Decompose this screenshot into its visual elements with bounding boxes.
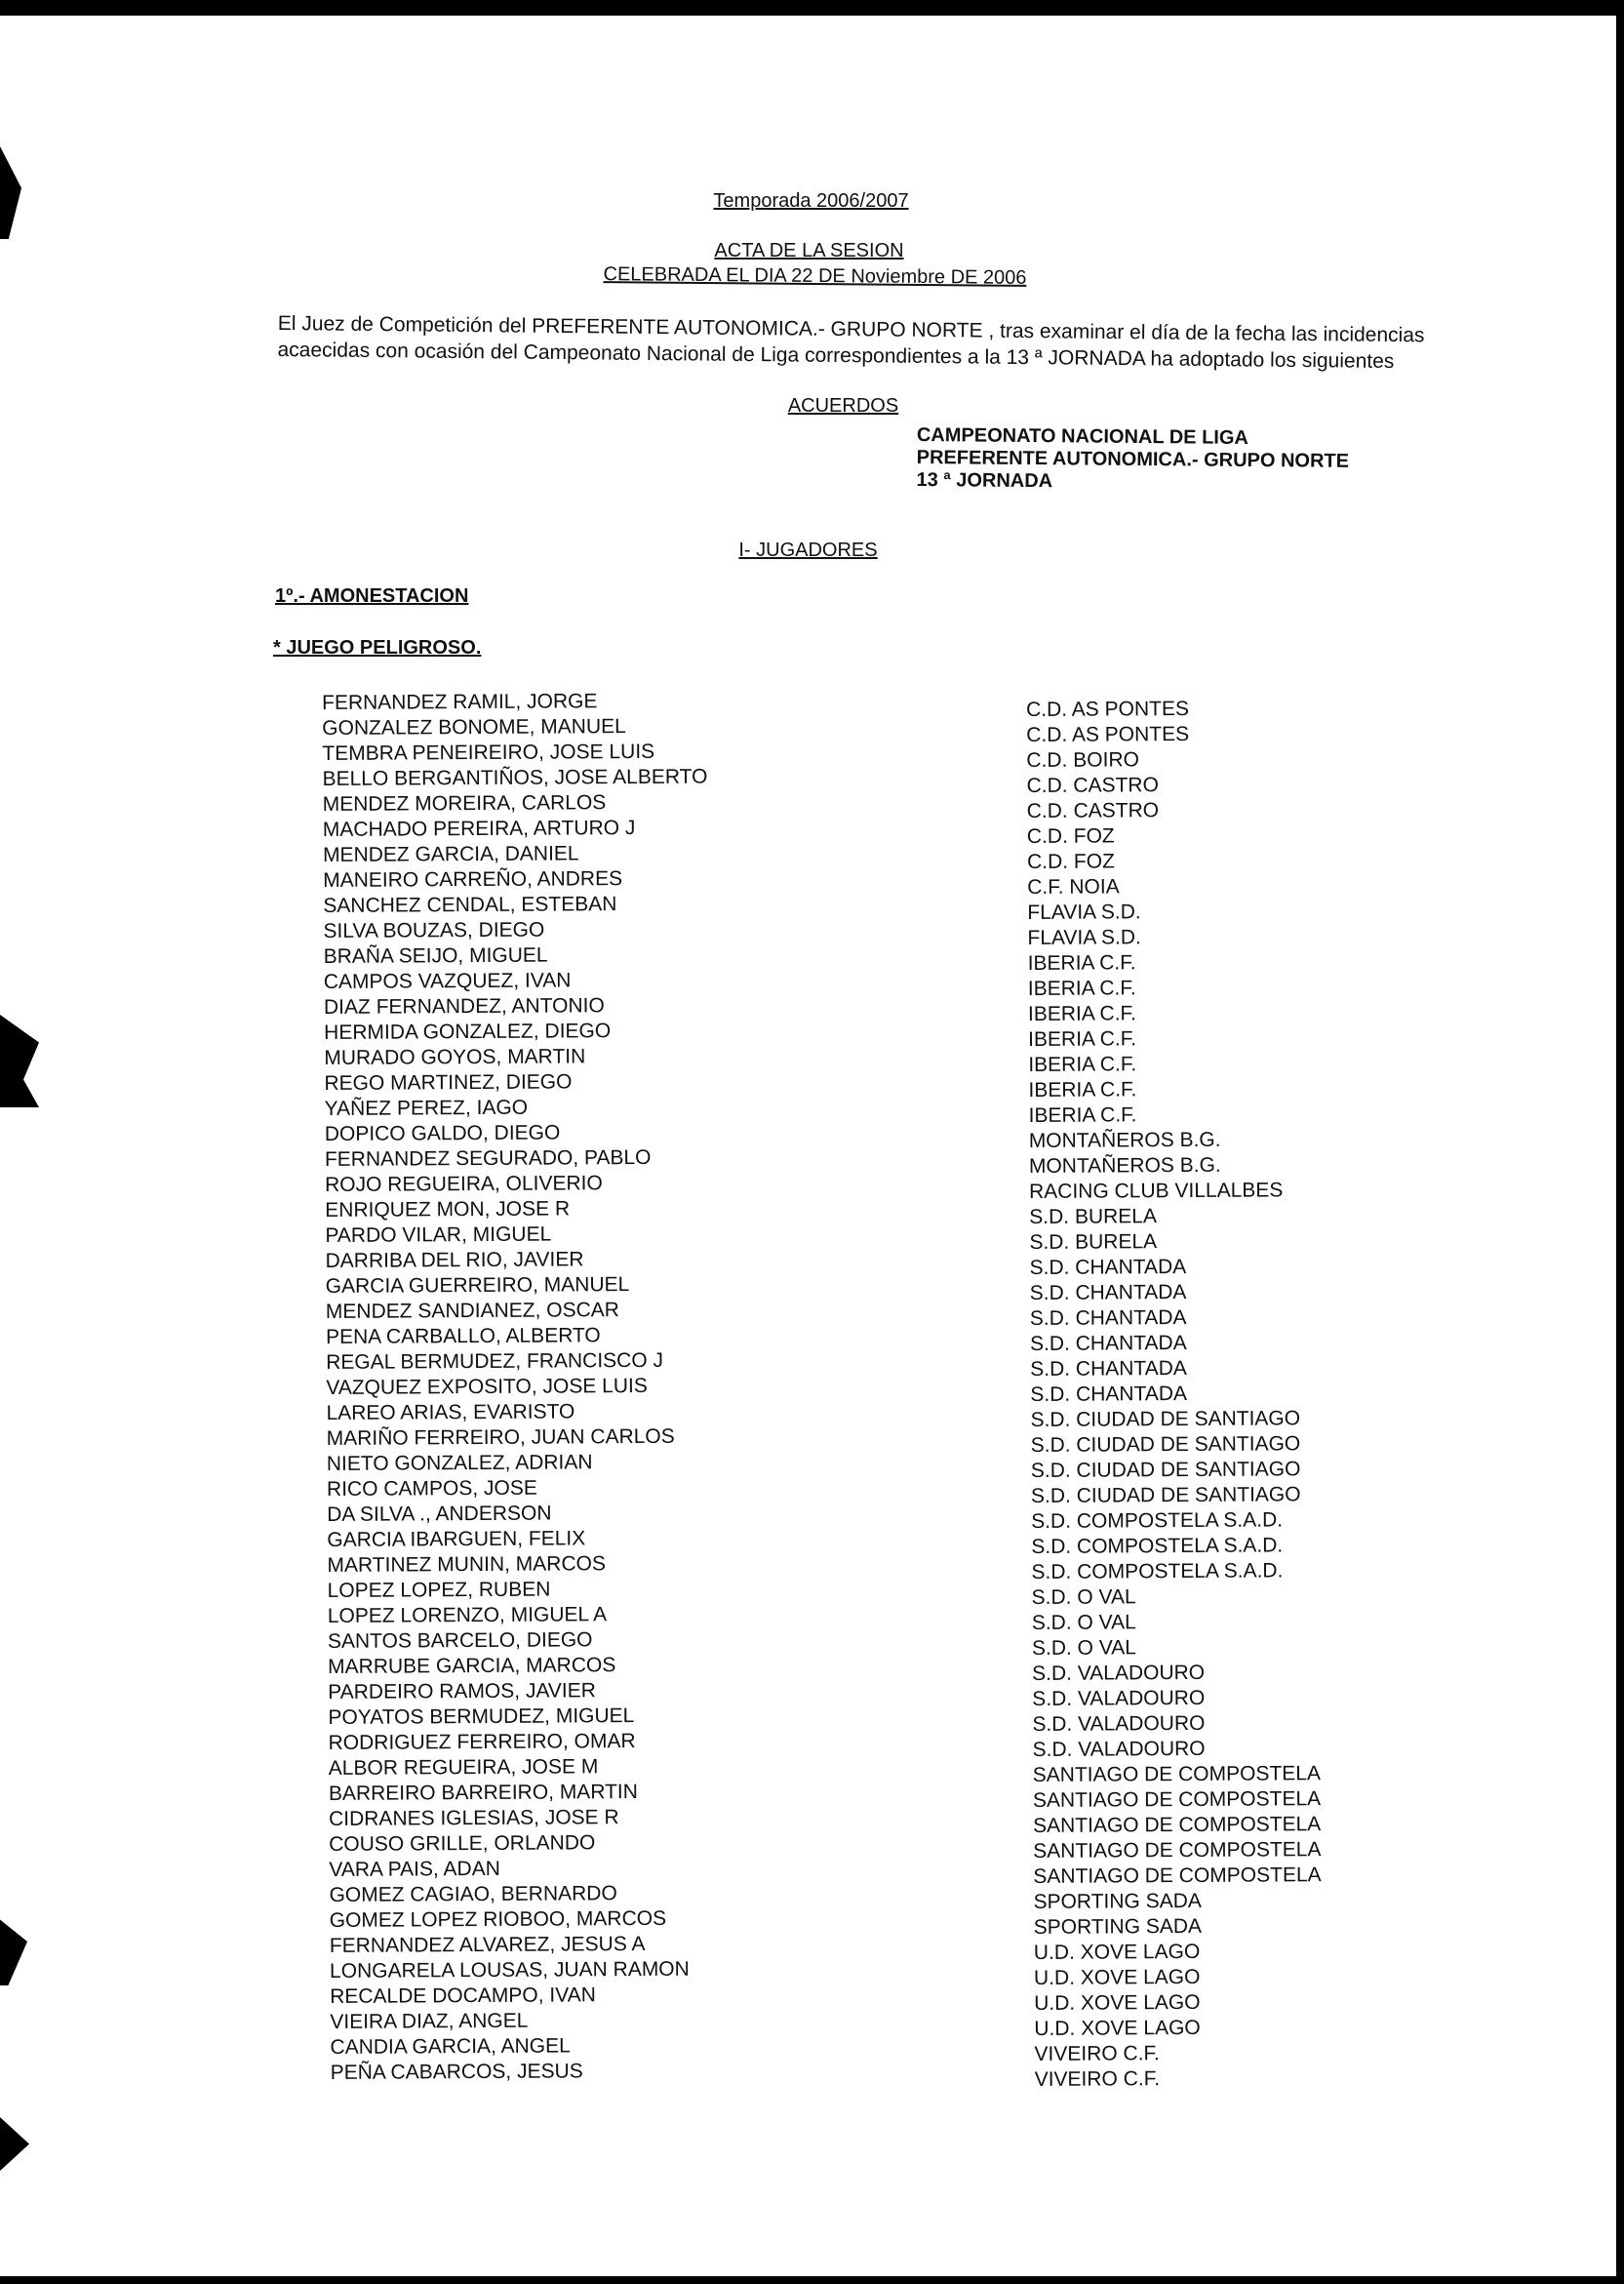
player-name: HERMIDA GONZALEZ, DIEGO [324, 1020, 612, 1044]
torn-edge-mark [0, 2117, 29, 2171]
club-name: C.D. AS PONTES [1026, 722, 1190, 746]
club-name: S.D. CHANTADA [1029, 1256, 1187, 1279]
club-name: MONTAÑEROS B.G. [1028, 1128, 1221, 1152]
player-name: GOMEZ CAGIAO, BERNARDO [329, 1882, 617, 1906]
club-name: S.D. CIUDAD DE SANTIAGO [1030, 1407, 1301, 1431]
player-name: LONGARELA LOUSAS, JUAN RAMON [329, 1957, 690, 1983]
club-name: RACING CLUB VILLALBES [1029, 1179, 1284, 1203]
acta-title: ACTA DE LA SESION [714, 240, 904, 261]
competition-name: CAMPEONATO NACIONAL DE LIGA [916, 424, 1249, 449]
player-name: CIDRANES IGLESIAS, JOSE R [328, 1806, 619, 1830]
club-name: SANTIAGO DE COMPOSTELA [1032, 1762, 1322, 1786]
club-name: S.D. VALADOURO [1032, 1737, 1206, 1761]
player-name: FERNANDEZ SEGURADO, PABLO [324, 1145, 652, 1171]
club-name: SPORTING SADA [1033, 1889, 1202, 1913]
player-name: DOPICO GALDO, DIEGO [324, 1121, 561, 1145]
player-name: DARRIBA DEL RIO, JAVIER [325, 1248, 584, 1272]
player-name: COUSO GRILLE, ORLANDO [329, 1831, 596, 1856]
club-name: C.D. FOZ [1026, 850, 1115, 873]
player-name: BARREIRO BARREIRO, MARTIN [328, 1781, 638, 1805]
club-name: SPORTING SADA [1033, 1914, 1203, 1939]
player-name: GOMEZ LOPEZ RIOBOO, MARCOS [329, 1906, 667, 1932]
player-name: REGO MARTINEZ, DIEGO [324, 1070, 573, 1095]
club-name: S.D. VALADOURO [1032, 1686, 1206, 1710]
club-name: IBERIA C.F. [1028, 1103, 1137, 1127]
player-name: PARDEIRO RAMOS, JAVIER [328, 1679, 596, 1703]
scan-border-right [1616, 0, 1624, 2284]
club-name: VIVEIRO C.F. [1034, 2042, 1160, 2065]
player-name: CAMPOS VAZQUEZ, IVAN [323, 969, 572, 993]
player-name: MARRUBE GARCIA, MARCOS [328, 1654, 616, 1678]
club-name: S.D. CHANTADA [1029, 1306, 1187, 1330]
club-name: S.D. O VAL [1031, 1636, 1137, 1660]
player-name: RODRIGUEZ FERREIRO, OMAR [328, 1730, 636, 1754]
player-name: MENDEZ SANDIANEZ, OSCAR [325, 1299, 619, 1323]
sanction-reason: * JUEGO PELIGROSO. [273, 637, 482, 659]
player-name: MENDEZ MOREIRA, CARLOS [322, 791, 607, 816]
club-name: U.D. XOVE LAGO [1033, 1965, 1201, 1989]
player-name: FERNANDEZ ALVAREZ, JESUS A [329, 1932, 646, 1957]
player-name: RECALDE DOCAMPO, IVAN [330, 1983, 596, 2008]
player-name: PARDO VILAR, MIGUEL [325, 1222, 552, 1247]
club-name: SANTIAGO DE COMPOSTELA [1033, 1838, 1322, 1863]
club-name: S.D. CHANTADA [1030, 1357, 1187, 1381]
player-name: ENRIQUEZ MON, JOSE R [325, 1197, 571, 1222]
player-name: YAÑEZ PEREZ, IAGO [324, 1096, 529, 1120]
player-name: MARTINEZ MUNIN, MARCOS [327, 1552, 606, 1577]
player-name: FERNANDEZ RAMIL, JORGE [322, 690, 598, 714]
club-name: IBERIA C.F. [1028, 1053, 1137, 1076]
club-name: S.D. VALADOURO [1032, 1661, 1206, 1685]
club-name: C.D. FOZ [1026, 824, 1115, 848]
player-name: LAREO ARIAS, EVARISTO [326, 1400, 575, 1424]
player-list [322, 689, 716, 2086]
player-name: MANEIRO CARREÑO, ANDRES [323, 867, 623, 892]
player-name: CANDIA GARCIA, ANGEL [330, 2034, 571, 2059]
player-name: VAZQUEZ EXPOSITO, JOSE LUIS [326, 1374, 648, 1399]
club-name: S.D. CIUDAD DE SANTIAGO [1030, 1432, 1301, 1457]
player-name: DA SILVA ., ANDERSON [327, 1502, 552, 1526]
club-name: S.D. CIUDAD DE SANTIAGO [1030, 1458, 1301, 1482]
player-name: GONZALEZ BONOME, MANUEL [322, 715, 626, 740]
club-name: U.D. XOVE LAGO [1034, 2016, 1201, 2040]
player-name: REGAL BERMUDEZ, FRANCISCO J [326, 1348, 664, 1374]
club-name: IBERIA C.F. [1027, 977, 1136, 1000]
club-name: IBERIA C.F. [1028, 1078, 1137, 1102]
section-heading: I- JUGADORES [738, 540, 878, 561]
player-name: MURADO GOYOS, MARTIN [324, 1045, 586, 1069]
club-name: MONTAÑEROS B.G. [1028, 1153, 1221, 1178]
player-name: VIEIRA DIAZ, ANGEL [330, 2009, 529, 2033]
player-name: LOPEZ LORENZO, MIGUEL A [327, 1603, 608, 1627]
season-title: Temporada 2006/2007 [713, 190, 909, 212]
club-name: C.D. CASTRO [1026, 774, 1159, 797]
club-name: S.D. O VAL [1031, 1611, 1136, 1634]
club-name: S.D. BURELA [1029, 1230, 1158, 1254]
club-name: FLAVIA S.D. [1027, 926, 1141, 949]
club-name: S.D. BURELA [1029, 1205, 1158, 1228]
club-name: C.F. NOIA [1027, 875, 1120, 899]
club-name: S.D. O VAL [1031, 1585, 1136, 1609]
club-name: IBERIA C.F. [1027, 1002, 1136, 1025]
player-name: SILVA BOUZAS, DIEGO [323, 918, 545, 942]
session-date: CELEBRADA EL DIA 22 DE Noviembre DE 2006 [603, 263, 1027, 289]
club-name: S.D. COMPOSTELA S.A.D. [1031, 1508, 1284, 1533]
player-name: POYATOS BERMUDEZ, MIGUEL [328, 1704, 635, 1729]
player-name: SANTOS BARCELO, DIEGO [327, 1628, 593, 1653]
competition-round: 13 ª JORNADA [916, 468, 1053, 493]
club-name: U.D. XOVE LAGO [1033, 1940, 1201, 1964]
player-name: MACHADO PEREIRA, ARTURO J [322, 817, 636, 841]
player-name: ROJO REGUEIRA, OLIVERIO [325, 1172, 603, 1196]
sanction-heading: 1º.- AMONESTACION [275, 585, 469, 607]
intro-line: acaecidas con ocasión del Campeonato Nacional de Liga correspondientes a la 13 ª JORNADA ha adoptado los siguientes [277, 338, 1395, 373]
player-name: GARCIA GUERREIRO, MANUEL [325, 1273, 630, 1298]
competition-group: PREFERENTE AUTONOMICA.- GRUPO NORTE [916, 446, 1350, 472]
player-name: SANCHEZ CENDAL, ESTEBAN [323, 893, 617, 917]
player-name: PENA CARBALLO, ALBERTO [325, 1324, 601, 1348]
club-name: C.D. AS PONTES [1026, 697, 1190, 721]
club-name: S.D. COMPOSTELA S.A.D. [1031, 1534, 1284, 1558]
intro-line: El Juez de Competición del PREFERENTE AUTONOMICA.- GRUPO NORTE , tras examinar el día de la fecha las incidencias [277, 311, 1425, 347]
player-name: DIAZ FERNANDEZ, ANTONIO [323, 994, 605, 1019]
club-name: S.D. CHANTADA [1029, 1332, 1187, 1355]
club-name: IBERIA C.F. [1028, 1027, 1137, 1051]
club-name: FLAVIA S.D. [1027, 901, 1141, 924]
acuerdos-heading: ACUERDOS [787, 395, 899, 417]
club-name: C.D. CASTRO [1026, 799, 1160, 822]
player-name: MENDEZ GARCIA, DANIEL [322, 842, 579, 866]
club-name: SANTIAGO DE COMPOSTELA [1032, 1813, 1322, 1837]
player-name: BRAÑA SEIJO, MIGUEL [323, 943, 548, 968]
club-name: S.D. CHANTADA [1029, 1281, 1187, 1304]
player-name: PEÑA CABARCOS, JESUS [330, 2060, 583, 2084]
torn-edge-mark [0, 1015, 39, 1107]
scan-border-top [0, 0, 1624, 16]
intro-paragraph [277, 310, 1516, 376]
torn-edge-mark [0, 1912, 27, 1985]
player-name: BELLO BERGANTIÑOS, JOSE ALBERTO [322, 765, 708, 790]
scan-border-bottom [0, 2276, 1624, 2284]
player-name: MARIÑO FERREIRO, JUAN CARLOS [326, 1424, 675, 1450]
player-name: RICO CAMPOS, JOSE [326, 1476, 537, 1501]
club-name: S.D. COMPOSTELA S.A.D. [1031, 1559, 1284, 1583]
club-name: SANTIAGO DE COMPOSTELA [1033, 1863, 1322, 1888]
player-name: ALBOR REGUEIRA, JOSE M [328, 1755, 599, 1780]
player-name: NIETO GONZALEZ, ADRIAN [326, 1451, 593, 1475]
player-name: TEMBRA PENEIREIRO, JOSE LUIS [322, 740, 655, 765]
club-list [1026, 696, 1323, 2093]
player-name: VARA PAIS, ADAN [329, 1857, 500, 1881]
club-name: VIVEIRO C.F. [1034, 2067, 1161, 2091]
player-name: LOPEZ LOPEZ, RUBEN [327, 1578, 551, 1602]
club-name: IBERIA C.F. [1027, 951, 1136, 975]
club-name: U.D. XOVE LAGO [1034, 1990, 1201, 2015]
club-name: C.D. BOIRO [1026, 748, 1139, 772]
club-name: S.D. VALADOURO [1032, 1711, 1206, 1736]
player-name: GARCIA IBARGUEN, FELIX [327, 1527, 586, 1551]
club-name: S.D. CIUDAD DE SANTIAGO [1030, 1483, 1301, 1507]
competition-block [916, 424, 1349, 496]
club-name: S.D. CHANTADA [1030, 1382, 1188, 1406]
club-name: SANTIAGO DE COMPOSTELA [1032, 1787, 1322, 1812]
